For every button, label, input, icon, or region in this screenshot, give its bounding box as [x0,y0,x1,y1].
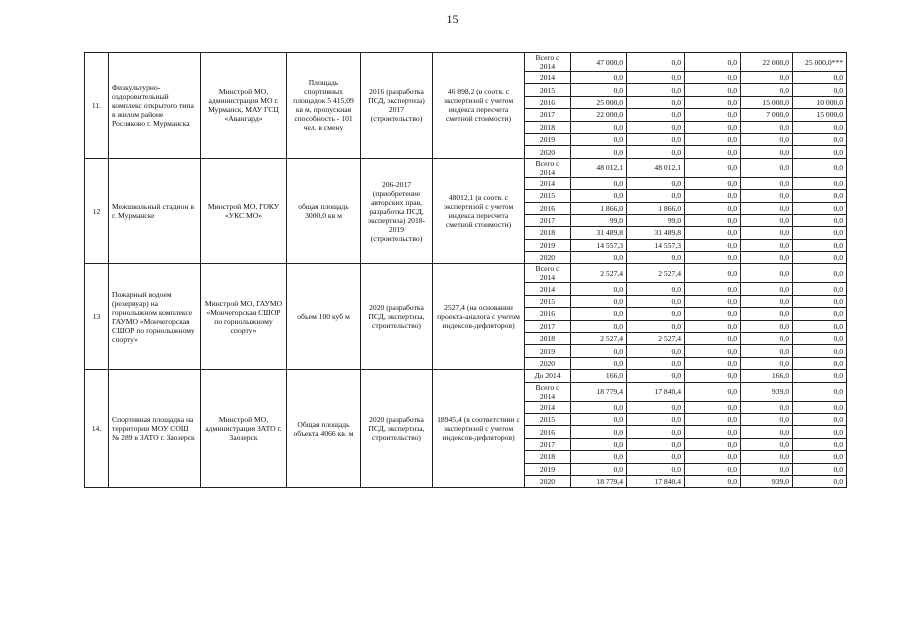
amount-cell-mun: 7 000,0 [741,109,793,121]
amount-cell-mun: 0,0 [741,413,793,425]
amount-cell-reg: 0,0 [685,451,741,463]
amount-cell-mun: 0,0 [741,72,793,84]
year-cell: 2015 [525,190,571,202]
amount-cell-other: 0,0 [793,84,847,96]
row-number-cell: 14. [85,370,109,488]
amount-cell-fed: 0,0 [627,426,685,438]
object-name-cell: Межшкольный стадион в г. Мурманске [109,158,201,264]
amount-cell-reg: 0,0 [685,295,741,307]
amount-cell-fed: 0,0 [627,177,685,189]
year-cell: 2014 [525,177,571,189]
amount-cell-other: 0,0 [793,475,847,487]
amount-cell-reg: 0,0 [685,283,741,295]
amount-cell-fed: 99,0 [627,214,685,226]
year-cell: 2017 [525,214,571,226]
amount-cell-fed: 0,0 [627,53,685,72]
amount-cell-total: 0,0 [571,84,627,96]
amount-cell-fed: 0,0 [627,308,685,320]
amount-cell-mun: 0,0 [741,463,793,475]
amount-cell-other: 0,0 [793,202,847,214]
year-cell: Всего с 2014 [525,53,571,72]
amount-cell-mun: 0,0 [741,438,793,450]
amount-cell-reg: 0,0 [685,53,741,72]
amount-cell-mun: 0,0 [741,357,793,369]
amount-cell-mun: 15 000,0 [741,96,793,108]
amount-cell-fed: 1 866,0 [627,202,685,214]
amount-cell-total: 0,0 [571,320,627,332]
amount-cell-reg: 0,0 [685,438,741,450]
amount-cell-reg: 0,0 [685,72,741,84]
year-cell: 2018 [525,227,571,239]
amount-cell-reg: 0,0 [685,426,741,438]
amount-cell-reg: 0,0 [685,370,741,382]
amount-cell-reg: 0,0 [685,401,741,413]
amount-cell-other: 0,0 [793,158,847,177]
amount-cell-fed: 0,0 [627,320,685,332]
amount-cell-mun: 0,0 [741,451,793,463]
amount-cell-mun: 0,0 [741,264,793,283]
amount-cell-total: 99,0 [571,214,627,226]
amount-cell-mun: 0,0 [741,146,793,158]
amount-cell-fed: 48 012,1 [627,158,685,177]
period-cell: 2016 (разработка ПСД, экспертиза) 2017 (строительство) [361,53,433,159]
amount-cell-mun: 0,0 [741,121,793,133]
year-cell: 2016 [525,426,571,438]
year-cell: Всего с 2014 [525,158,571,177]
amount-cell-total: 166,0 [571,370,627,382]
amount-cell-total: 18 779,4 [571,382,627,401]
amount-cell-other: 15 000,0 [793,109,847,121]
amount-cell-reg: 0,0 [685,158,741,177]
period-cell: 2020 (разработка ПСД, экспертиза, строительство) [361,264,433,370]
amount-cell-mun: 22 000,0 [741,53,793,72]
capacity-cell: объем 100 куб м [287,264,361,370]
amount-cell-fed: 0,0 [627,121,685,133]
amount-cell-fed: 0,0 [627,463,685,475]
amount-cell-other: 0,0 [793,190,847,202]
year-cell: 2017 [525,320,571,332]
amount-cell-total: 25 000,0 [571,96,627,108]
amount-cell-reg: 0,0 [685,463,741,475]
amount-cell-mun: 0,0 [741,133,793,145]
amount-cell-reg: 0,0 [685,413,741,425]
amount-cell-other: 0,0 [793,308,847,320]
year-cell: 2016 [525,308,571,320]
amount-cell-total: 31 489,8 [571,227,627,239]
amount-cell-total: 0,0 [571,438,627,450]
row-number-cell: 13 [85,264,109,370]
page-number: 15 [446,12,459,26]
table-row [85,53,847,72]
amount-cell-total: 0,0 [571,190,627,202]
amount-cell-other: 0,0 [793,133,847,145]
amount-cell-other: 0,0 [793,451,847,463]
customer-cell: Минстрой МО, ГОКУ «УКС МО» [201,158,287,264]
amount-cell-mun: 0,0 [741,227,793,239]
amount-cell-total: 47 000,0 [571,53,627,72]
amount-cell-mun: 0,0 [741,308,793,320]
amount-cell-reg: 0,0 [685,133,741,145]
amount-cell-other: 0,0 [793,382,847,401]
amount-cell-total: 0,0 [571,463,627,475]
amount-cell-reg: 0,0 [685,320,741,332]
capacity-cell: Общая площадь объекта 4066 кв. м [287,370,361,488]
estimated-cost-cell: 48012,1 (в соотв. с экспертизой с учетом индекса пересчета сметной стоимости) [433,158,525,264]
amount-cell-other: 0,0 [793,333,847,345]
amount-cell-reg: 0,0 [685,308,741,320]
amount-cell-mun: 939,0 [741,475,793,487]
amount-cell-total: 0,0 [571,146,627,158]
amount-cell-total: 0,0 [571,177,627,189]
amount-cell-other: 0,0 [793,239,847,251]
amount-cell-reg: 0,0 [685,475,741,487]
amount-cell-reg: 0,0 [685,121,741,133]
year-cell: 2014 [525,401,571,413]
customer-cell: Минстрой МО, администрация МО г. Мурманск, МАУ ГСЦ «Авангард» [201,53,287,159]
amount-cell-mun: 0,0 [741,401,793,413]
investment-table [84,52,847,488]
amount-cell-fed: 14 557,3 [627,239,685,251]
amount-cell-reg: 0,0 [685,109,741,121]
year-cell: 2015 [525,84,571,96]
year-cell: Всего с 2014 [525,264,571,283]
amount-cell-fed: 2 527,4 [627,333,685,345]
year-cell: 2014 [525,283,571,295]
amount-cell-total: 18 779,4 [571,475,627,487]
row-number-cell: 12 [85,158,109,264]
year-cell: 2016 [525,202,571,214]
customer-cell: Минстрой МО, администрация ЗАТО г. Заозерск [201,370,287,488]
amount-cell-mun: 0,0 [741,333,793,345]
year-cell: 2019 [525,133,571,145]
year-cell: 2020 [525,357,571,369]
year-cell: 2015 [525,295,571,307]
amount-cell-fed: 0,0 [627,357,685,369]
amount-cell-fed: 0,0 [627,133,685,145]
amount-cell-other: 0,0 [793,357,847,369]
amount-cell-fed: 0,0 [627,345,685,357]
amount-cell-fed: 0,0 [627,146,685,158]
amount-cell-mun: 0,0 [741,202,793,214]
year-cell: 2018 [525,451,571,463]
year-cell: 2020 [525,146,571,158]
amount-cell-reg: 0,0 [685,190,741,202]
amount-cell-other: 0,0 [793,283,847,295]
amount-cell-mun: 0,0 [741,239,793,251]
table-row [85,264,847,283]
amount-cell-other: 10 000,0 [793,96,847,108]
amount-cell-reg: 0,0 [685,333,741,345]
row-number-cell: 11. [85,53,109,159]
amount-cell-total: 0,0 [571,308,627,320]
amount-cell-reg: 0,0 [685,345,741,357]
year-cell: 2016 [525,96,571,108]
amount-cell-mun: 0,0 [741,283,793,295]
amount-cell-total: 0,0 [571,252,627,264]
amount-cell-total: 0,0 [571,121,627,133]
amount-cell-mun: 0,0 [741,84,793,96]
amount-cell-total: 1 866,0 [571,202,627,214]
amount-cell-mun: 0,0 [741,295,793,307]
year-cell: До 2014 [525,370,571,382]
amount-cell-total: 0,0 [571,401,627,413]
period-cell: 206-2017 (приобретение авторских прав, разработка ПСД, экспертиза) 2018-2019 (строительство) [361,158,433,264]
amount-cell-fed: 0,0 [627,109,685,121]
amount-cell-mun: 0,0 [741,426,793,438]
amount-cell-other: 0,0 [793,214,847,226]
amount-cell-fed: 0,0 [627,84,685,96]
amount-cell-other: 0,0 [793,438,847,450]
amount-cell-other: 0,0 [793,146,847,158]
amount-cell-mun: 0,0 [741,177,793,189]
amount-cell-other: 25 000,0*** [793,53,847,72]
amount-cell-total: 0,0 [571,133,627,145]
year-cell: 2020 [525,252,571,264]
amount-cell-total: 0,0 [571,283,627,295]
estimated-cost-cell: 46 898,2 (в соотв. с экспертизой с учетом индекса пересчета сметной стоимости) [433,53,525,159]
amount-cell-fed: 0,0 [627,72,685,84]
capacity-cell: общая площадь 3000,0 кв м [287,158,361,264]
amount-cell-fed: 0,0 [627,370,685,382]
amount-cell-other: 0,0 [793,413,847,425]
year-cell: 2014 [525,72,571,84]
year-cell: 2018 [525,333,571,345]
year-cell: 2017 [525,109,571,121]
table-row [85,370,847,382]
amount-cell-total: 0,0 [571,413,627,425]
amount-cell-reg: 0,0 [685,357,741,369]
amount-cell-reg: 0,0 [685,214,741,226]
amount-cell-other: 0,0 [793,401,847,413]
amount-cell-reg: 0,0 [685,264,741,283]
amount-cell-fed: 0,0 [627,438,685,450]
estimated-cost-cell: 2527,4 (на основании проекта-аналога с учетом индексов-дефляторов) [433,264,525,370]
amount-cell-mun: 166,0 [741,370,793,382]
amount-cell-total: 0,0 [571,72,627,84]
estimated-cost-cell: 18945,4 (в соответствии с экспертизой с учетом индексов-дефляторов) [433,370,525,488]
year-cell: 2018 [525,121,571,133]
year-cell: 2019 [525,463,571,475]
year-cell: 2017 [525,438,571,450]
amount-cell-fed: 0,0 [627,190,685,202]
amount-cell-other: 0,0 [793,177,847,189]
amount-cell-mun: 939,0 [741,382,793,401]
amount-cell-reg: 0,0 [685,177,741,189]
amount-cell-total: 2 527,4 [571,333,627,345]
amount-cell-other: 0,0 [793,121,847,133]
amount-cell-total: 0,0 [571,426,627,438]
amount-cell-reg: 0,0 [685,227,741,239]
amount-cell-other: 0,0 [793,320,847,332]
amount-cell-total: 0,0 [571,345,627,357]
amount-cell-total: 0,0 [571,295,627,307]
amount-cell-reg: 0,0 [685,96,741,108]
amount-cell-fed: 0,0 [627,252,685,264]
amount-cell-fed: 17 840,4 [627,475,685,487]
amount-cell-reg: 0,0 [685,239,741,251]
object-name-cell: Пожарный водоем (резервуар) на горнолыжном комплексе ГАУМО «Мончегорская СШОР по горнолыжному спорту» [109,264,201,370]
amount-cell-reg: 0,0 [685,202,741,214]
amount-cell-fed: 0,0 [627,96,685,108]
amount-cell-other: 0,0 [793,72,847,84]
amount-cell-reg: 0,0 [685,382,741,401]
capacity-cell: Площадь спортивных площадок 5 415,09 кв м, пропускная способность - 101 чел. в смену [287,53,361,159]
amount-cell-other: 0,0 [793,345,847,357]
amount-cell-reg: 0,0 [685,84,741,96]
amount-cell-other: 0,0 [793,370,847,382]
year-cell: Всего с 2014 [525,382,571,401]
year-cell: 2019 [525,345,571,357]
amount-cell-mun: 0,0 [741,320,793,332]
table-row [85,158,847,177]
amount-cell-total: 0,0 [571,451,627,463]
amount-cell-total: 22 000,0 [571,109,627,121]
amount-cell-fed: 0,0 [627,401,685,413]
amount-cell-other: 0,0 [793,295,847,307]
period-cell: 2020 (разработка ПСД, экспертиза, строительство) [361,370,433,488]
amount-cell-total: 48 012,1 [571,158,627,177]
amount-cell-other: 0,0 [793,227,847,239]
amount-cell-other: 0,0 [793,252,847,264]
amount-cell-fed: 0,0 [627,295,685,307]
amount-cell-reg: 0,0 [685,146,741,158]
amount-cell-fed: 2 527,4 [627,264,685,283]
year-cell: 2019 [525,239,571,251]
amount-cell-mun: 0,0 [741,252,793,264]
amount-cell-mun: 0,0 [741,214,793,226]
amount-cell-fed: 0,0 [627,413,685,425]
amount-cell-other: 0,0 [793,463,847,475]
amount-cell-other: 0,0 [793,264,847,283]
amount-cell-other: 0,0 [793,426,847,438]
amount-cell-mun: 0,0 [741,345,793,357]
object-name-cell: Физкультурно-оздоровительный комплекс открытого типа в жилом районе Росляково г. Мурманска [109,53,201,159]
amount-cell-total: 14 557,3 [571,239,627,251]
year-cell: 2015 [525,413,571,425]
amount-cell-fed: 17 840,4 [627,382,685,401]
amount-cell-total: 0,0 [571,357,627,369]
amount-cell-fed: 0,0 [627,451,685,463]
amount-cell-mun: 0,0 [741,190,793,202]
amount-cell-mun: 0,0 [741,158,793,177]
year-cell: 2020 [525,475,571,487]
object-name-cell: Спортивная площадка на территории МОУ СОШ № 289 в ЗАТО г. Заозерск [109,370,201,488]
amount-cell-fed: 31 489,8 [627,227,685,239]
amount-cell-fed: 0,0 [627,283,685,295]
amount-cell-total: 2 527,4 [571,264,627,283]
customer-cell: Минстрой МО, ГАУМО «Мончегорская СШОР по горнолыжному спорту» [201,264,287,370]
amount-cell-reg: 0,0 [685,252,741,264]
